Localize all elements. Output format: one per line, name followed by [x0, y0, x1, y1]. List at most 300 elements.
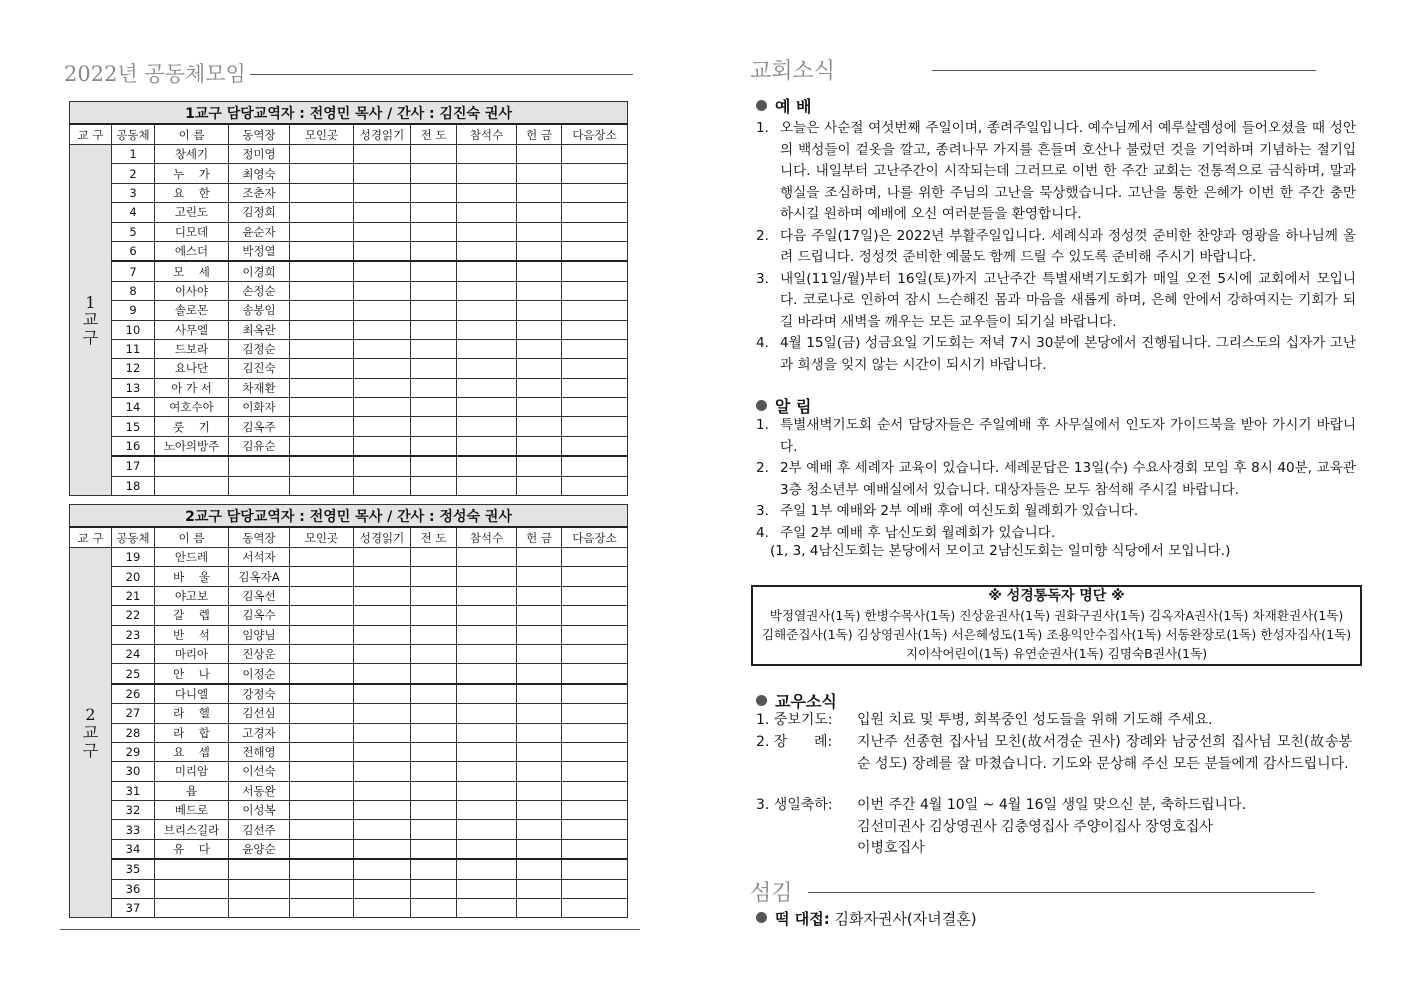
empty-cell: [562, 164, 628, 183]
group-name: 노아의방주: [155, 436, 229, 456]
empty-cell: [517, 417, 562, 436]
empty-cell: [290, 684, 354, 704]
empty-cell: [457, 801, 517, 820]
empty-cell: [290, 644, 354, 663]
empty-cell: [290, 339, 354, 358]
group-number: 12: [112, 359, 155, 378]
table-row: [70, 801, 628, 820]
item-text: 주일 1부 예배와 2부 예배 후에 여신도회 월례회가 있습니다.: [780, 503, 1139, 519]
table-row: [70, 704, 628, 723]
empty-cell: [290, 222, 354, 241]
empty-cell: [354, 378, 411, 397]
group-number: 37: [112, 899, 155, 918]
table-row: [70, 436, 628, 456]
group-name: 누 가: [155, 164, 229, 183]
group-name: 여호수아: [155, 398, 229, 417]
empty-cell: [517, 359, 562, 378]
empty-cell: [562, 781, 628, 800]
empty-cell: [517, 548, 562, 567]
item-number: 4.: [756, 524, 769, 541]
group-leader: 김선주: [229, 820, 290, 839]
empty-cell: [411, 567, 457, 586]
empty-cell: [290, 567, 354, 586]
empty-cell: [411, 644, 457, 663]
empty-cell: [562, 644, 628, 663]
group-leader: 강정숙: [229, 684, 290, 704]
empty-cell: [354, 762, 411, 781]
list-item: [756, 458, 1356, 501]
empty-cell: [290, 820, 354, 839]
empty-cell: [562, 625, 628, 644]
district-label: 2 교 구: [70, 548, 112, 918]
empty-cell: [290, 436, 354, 456]
group-number: 10: [112, 320, 155, 339]
empty-cell: [562, 281, 628, 300]
bible-box-line: 박정열권사(1독) 한병수목사(1독) 진상윤권사(1독) 권화구권사(1독) 김옥자A권사(1독) 차재환권사(1독): [769, 608, 1344, 623]
group-name: 아 가 서: [155, 378, 229, 397]
empty-cell: [411, 476, 457, 495]
group-name: [155, 476, 229, 495]
group-leader: 진상운: [229, 644, 290, 663]
table-row: [70, 606, 628, 625]
news-text: 지난주 선종현 집사님 모친(故서경순 권사) 장례와 남궁선희 집사님 모친(故송봉순 성도) 장례를 잘 마쳤습니다. 기도와 문상해 주신 모든 분들에게 감사드립니다.: [857, 734, 1352, 772]
empty-cell: [562, 241, 628, 261]
worship-list: [756, 118, 1356, 376]
empty-cell: [290, 859, 354, 879]
empty-cell: [411, 183, 457, 202]
bullet-icon: [756, 695, 767, 706]
table-row: [70, 586, 628, 605]
group-leader: 김옥선: [229, 586, 290, 605]
birthday-names: 김선미권사 김상영권사 김충영집사 주양이집사 장영호집사: [857, 818, 1213, 835]
empty-cell: [517, 241, 562, 261]
empty-cell: [457, 398, 517, 417]
empty-cell: [290, 398, 354, 417]
notice-heading-label: 알 림: [775, 397, 812, 416]
empty-cell: [411, 781, 457, 800]
list-item: [756, 415, 1356, 458]
empty-cell: [457, 320, 517, 339]
table-title: 2교구 담당교역자 : 전영민 목사 / 간사 : 정성숙 권사: [70, 505, 628, 528]
column-header: 전 도: [411, 527, 457, 548]
empty-cell: [517, 586, 562, 605]
empty-cell: [457, 203, 517, 222]
empty-cell: [290, 301, 354, 320]
group-number: 25: [112, 664, 155, 684]
group-name: 솔로몬: [155, 301, 229, 320]
column-header-row: [70, 527, 628, 548]
bible-box-title: ※ 성경통독자 명단 ※: [988, 588, 1125, 604]
group-leader: 박정열: [229, 241, 290, 261]
empty-cell: [517, 742, 562, 761]
empty-cell: [517, 879, 562, 898]
empty-cell: [457, 859, 517, 879]
empty-cell: [354, 820, 411, 839]
group-leader: 최영숙: [229, 164, 290, 183]
group-number: 1: [112, 145, 155, 164]
group-name: 라 합: [155, 723, 229, 742]
empty-cell: [457, 762, 517, 781]
group-leader: 고경자: [229, 723, 290, 742]
item-text: 2부 예배 후 세례자 교육이 있습니다. 세례문답은 13일(수) 수요사경회 모임 후 8시 40분, 교육관 3층 청소년부 예배실에서 있습니다. 대상자들은 모두 참석해 주시길 바랍니다.: [780, 460, 1356, 498]
group-name: 바 울: [155, 567, 229, 586]
item-number: 2.: [756, 460, 769, 476]
empty-cell: [457, 222, 517, 241]
group-number: 4: [112, 203, 155, 222]
empty-cell: [290, 261, 354, 281]
empty-cell: [457, 723, 517, 742]
group-number: 27: [112, 704, 155, 723]
group-name: 다니엘: [155, 684, 229, 704]
empty-cell: [562, 436, 628, 456]
group-number: 32: [112, 801, 155, 820]
group-leader: 김옥수: [229, 606, 290, 625]
item-text: 오늘은 사순절 여섯번째 주일이며, 종려주일입니다. 예수님께서 예루살렘성에 들어오셨을 때 성안의 백성들이 겉옷을 깔고, 종려나무 가지를 흔들며 호산나 불렀던 것을 기억하며 기념하는 절기입니다. 내일부터 고난주간이 시작되는데 그러므로 이번 한 주간 교회는 전통적으로 금식하며, 말과 행실을 조심하며, 나를 위한 주님의 고난을 묵상했습니다. 고난을 통한 은혜가 이번 한 주간 충만하시길 원하며 예배에 오신 여러분들을 환영합니다.: [780, 120, 1356, 222]
item-text: 4월 15일(금) 성금요일 기도회는 저녁 7시 30분에 본당에서 진행됩니다. 그리스도의 십자가 고난과 희생을 잊지 않는 시간이 되시기 바랍니다.: [780, 335, 1356, 373]
empty-cell: [411, 241, 457, 261]
column-header: 동역장: [229, 527, 290, 548]
empty-cell: [562, 359, 628, 378]
group-name: [155, 899, 229, 918]
empty-cell: [562, 261, 628, 281]
empty-cell: [354, 586, 411, 605]
empty-cell: [354, 261, 411, 281]
serving-divider: [808, 892, 1315, 893]
empty-cell: [457, 436, 517, 456]
column-header: 모인곳: [290, 124, 354, 145]
group-name: 룻 기: [155, 417, 229, 436]
empty-cell: [354, 183, 411, 202]
empty-cell: [457, 781, 517, 800]
empty-cell: [517, 261, 562, 281]
group-name: 고린도: [155, 203, 229, 222]
column-header: 모인곳: [290, 527, 354, 548]
bullet-icon: [756, 400, 767, 411]
empty-cell: [290, 762, 354, 781]
column-header: 다음장소: [562, 527, 628, 548]
item-text: 주일 2부 예배 후 남신도회 월례회가 있습니다.: [780, 524, 1056, 541]
empty-cell: [290, 378, 354, 397]
empty-cell: [290, 241, 354, 261]
group-number: 33: [112, 820, 155, 839]
group-name: 이사야: [155, 281, 229, 300]
empty-cell: [457, 241, 517, 261]
empty-cell: [354, 644, 411, 663]
empty-cell: [562, 183, 628, 202]
empty-cell: [562, 320, 628, 339]
group-leader: [229, 899, 290, 918]
group-name: [155, 879, 229, 898]
empty-cell: [517, 567, 562, 586]
table-row: [70, 320, 628, 339]
group-leader: 김유순: [229, 436, 290, 456]
empty-cell: [562, 417, 628, 436]
empty-cell: [411, 859, 457, 879]
empty-cell: [517, 859, 562, 879]
empty-cell: [354, 359, 411, 378]
empty-cell: [562, 899, 628, 918]
column-header: 전 도: [411, 124, 457, 145]
group-leader: 김정순: [229, 339, 290, 358]
group-name: 마리아: [155, 644, 229, 663]
empty-cell: [411, 899, 457, 918]
empty-cell: [517, 723, 562, 742]
empty-cell: [517, 664, 562, 684]
table-row: [70, 145, 628, 164]
group-leader: 윤양순: [229, 839, 290, 859]
table-row: [70, 281, 628, 300]
news-text: [857, 795, 1352, 860]
empty-cell: [411, 359, 457, 378]
empty-cell: [290, 704, 354, 723]
empty-cell: [562, 567, 628, 586]
district2-table: [69, 504, 628, 918]
list-item: [756, 226, 1356, 269]
empty-cell: [290, 183, 354, 202]
news-label: 3. 생일축하:: [756, 797, 833, 813]
item-number: 3.: [756, 270, 769, 287]
group-number: 8: [112, 281, 155, 300]
group-number: 15: [112, 417, 155, 436]
group-name: 반 석: [155, 625, 229, 644]
empty-cell: [411, 586, 457, 605]
group-name: 드보라: [155, 339, 229, 358]
empty-cell: [411, 801, 457, 820]
empty-cell: [517, 436, 562, 456]
empty-cell: [354, 684, 411, 704]
table-row: [70, 301, 628, 320]
empty-cell: [562, 586, 628, 605]
empty-cell: [457, 548, 517, 567]
group-name: 안 나: [155, 664, 229, 684]
empty-cell: [457, 664, 517, 684]
empty-cell: [562, 301, 628, 320]
table-title: 1교구 담당교역자 : 전영민 목사 / 간사 : 김진숙 권사: [70, 102, 628, 125]
bullet-icon: [756, 912, 767, 923]
empty-cell: [354, 339, 411, 358]
empty-cell: [411, 704, 457, 723]
group-name: 창세기: [155, 145, 229, 164]
table-row: [70, 859, 628, 879]
group-leader: [229, 859, 290, 879]
members-heading: [756, 689, 837, 712]
empty-cell: [411, 548, 457, 567]
empty-cell: [411, 820, 457, 839]
empty-cell: [354, 476, 411, 495]
empty-cell: [411, 320, 457, 339]
group-number: 21: [112, 586, 155, 605]
item-number: 1.: [756, 120, 769, 136]
group-name: 요 한: [155, 183, 229, 202]
table-row: [70, 879, 628, 898]
empty-cell: [562, 684, 628, 704]
empty-cell: [411, 145, 457, 164]
empty-cell: [562, 378, 628, 397]
empty-cell: [517, 281, 562, 300]
table-row: [70, 241, 628, 261]
group-name: 안드레: [155, 548, 229, 567]
empty-cell: [354, 704, 411, 723]
empty-cell: [517, 762, 562, 781]
empty-cell: [290, 625, 354, 644]
table-row: [70, 781, 628, 800]
group-name: 요나단: [155, 359, 229, 378]
group-leader: 이정순: [229, 664, 290, 684]
table-row: [70, 742, 628, 761]
empty-cell: [290, 781, 354, 800]
table-row: [70, 839, 628, 859]
group-number: 6: [112, 241, 155, 261]
news-text: 입원 치료 및 투병, 회복중인 성도들을 위해 기도해 주세요.: [857, 712, 1213, 728]
empty-cell: [562, 145, 628, 164]
group-name: 모 세: [155, 261, 229, 281]
news-label: 1. 중보기도:: [756, 712, 833, 728]
table-row: [70, 476, 628, 495]
column-header: 다음장소: [562, 124, 628, 145]
bottom-divider: [60, 929, 640, 930]
empty-cell: [411, 456, 457, 476]
table-row: [70, 820, 628, 839]
group-name: 사무엘: [155, 320, 229, 339]
empty-cell: [457, 839, 517, 859]
empty-cell: [562, 859, 628, 879]
item-number: 3.: [756, 503, 769, 519]
column-header: 동역장: [229, 124, 290, 145]
column-header: 이 름: [155, 527, 229, 548]
group-number: 18: [112, 476, 155, 495]
empty-cell: [562, 820, 628, 839]
empty-cell: [457, 417, 517, 436]
column-header: 성경읽기: [354, 527, 411, 548]
empty-cell: [457, 359, 517, 378]
empty-cell: [354, 241, 411, 261]
item-text: 특별새벽기도회 순서 담당자들은 주일예배 후 사무실에서 인도자 가이드북을 받아 가시기 바랍니다.: [780, 417, 1356, 455]
table-title-row: [70, 102, 628, 125]
group-number: 23: [112, 625, 155, 644]
group-leader: 김옥주: [229, 417, 290, 436]
empty-cell: [517, 183, 562, 202]
table-row: [70, 359, 628, 378]
empty-cell: [354, 145, 411, 164]
serving-label: 떡 대접:: [775, 910, 830, 928]
empty-cell: [457, 644, 517, 663]
empty-cell: [457, 281, 517, 300]
empty-cell: [290, 879, 354, 898]
empty-cell: [517, 781, 562, 800]
empty-cell: [411, 301, 457, 320]
group-name: 브리스길라: [155, 820, 229, 839]
bullet-icon: [756, 100, 767, 111]
group-number: 28: [112, 723, 155, 742]
group-number: 20: [112, 567, 155, 586]
group-number: 31: [112, 781, 155, 800]
empty-cell: [562, 203, 628, 222]
serving-row: [756, 908, 977, 929]
table-row: [70, 762, 628, 781]
table-row: [70, 261, 628, 281]
group-number: 24: [112, 644, 155, 663]
empty-cell: [562, 476, 628, 495]
empty-cell: [290, 839, 354, 859]
group-leader: 송봉임: [229, 301, 290, 320]
table-row: [70, 567, 628, 586]
empty-cell: [411, 723, 457, 742]
empty-cell: [457, 820, 517, 839]
empty-cell: [562, 606, 628, 625]
group-leader: 전해영: [229, 742, 290, 761]
empty-cell: [562, 801, 628, 820]
list-item: [756, 501, 1356, 523]
empty-cell: [354, 164, 411, 183]
empty-cell: [354, 417, 411, 436]
group-number: 16: [112, 436, 155, 456]
column-header: 공동체: [112, 124, 155, 145]
group-name: 라 헬: [155, 704, 229, 723]
item-text: 내일(11일/월)부터 16일(토)까지 고난주간 특별새벽기도회가 매일 오전 5시에 교회에서 모입니다. 코로나로 인하여 잠시 느슨해진 몸과 마음을 새롭게 하며, 은혜 안에서 강하여지는 기회가 되길 바라며 새벽을 깨우는 모든 교우들이 되기실 바랍니다.: [780, 270, 1356, 330]
empty-cell: [457, 378, 517, 397]
empty-cell: [354, 281, 411, 300]
table-row: [70, 456, 628, 476]
group-leader: 윤순자: [229, 222, 290, 241]
empty-cell: [354, 801, 411, 820]
empty-cell: [562, 339, 628, 358]
empty-cell: [457, 606, 517, 625]
empty-cell: [517, 801, 562, 820]
empty-cell: [354, 456, 411, 476]
empty-cell: [354, 879, 411, 898]
empty-cell: [290, 801, 354, 820]
serving-value: 김화자권사(자녀결혼): [834, 910, 977, 928]
members-heading-label: 교우소식: [775, 692, 837, 711]
group-number: 29: [112, 742, 155, 761]
empty-cell: [457, 164, 517, 183]
bible-reading-box: [751, 585, 1362, 666]
table-row: [70, 398, 628, 417]
empty-cell: [457, 261, 517, 281]
group-leader: 김선심: [229, 704, 290, 723]
empty-cell: [411, 742, 457, 761]
birthday-names: 이병호집사: [857, 840, 925, 856]
empty-cell: [562, 879, 628, 898]
empty-cell: [354, 899, 411, 918]
group-name: 요 셉: [155, 742, 229, 761]
empty-cell: [517, 339, 562, 358]
group-name: 유 다: [155, 839, 229, 859]
empty-cell: [411, 625, 457, 644]
column-header: 교 구: [70, 527, 112, 548]
table-row: [70, 684, 628, 704]
group-leader: 이선숙: [229, 762, 290, 781]
empty-cell: [411, 398, 457, 417]
group-leader: [229, 879, 290, 898]
empty-cell: [411, 417, 457, 436]
group-leader: 이경희: [229, 261, 290, 281]
column-header: 이 름: [155, 124, 229, 145]
empty-cell: [457, 476, 517, 495]
empty-cell: [354, 664, 411, 684]
empty-cell: [457, 899, 517, 918]
empty-cell: [517, 222, 562, 241]
group-number: 7: [112, 261, 155, 281]
empty-cell: [354, 723, 411, 742]
table-row: [70, 378, 628, 397]
group-leader: 김정희: [229, 203, 290, 222]
empty-cell: [290, 742, 354, 761]
empty-cell: [517, 164, 562, 183]
group-leader: 최옥란: [229, 320, 290, 339]
group-number: 34: [112, 839, 155, 859]
empty-cell: [457, 586, 517, 605]
